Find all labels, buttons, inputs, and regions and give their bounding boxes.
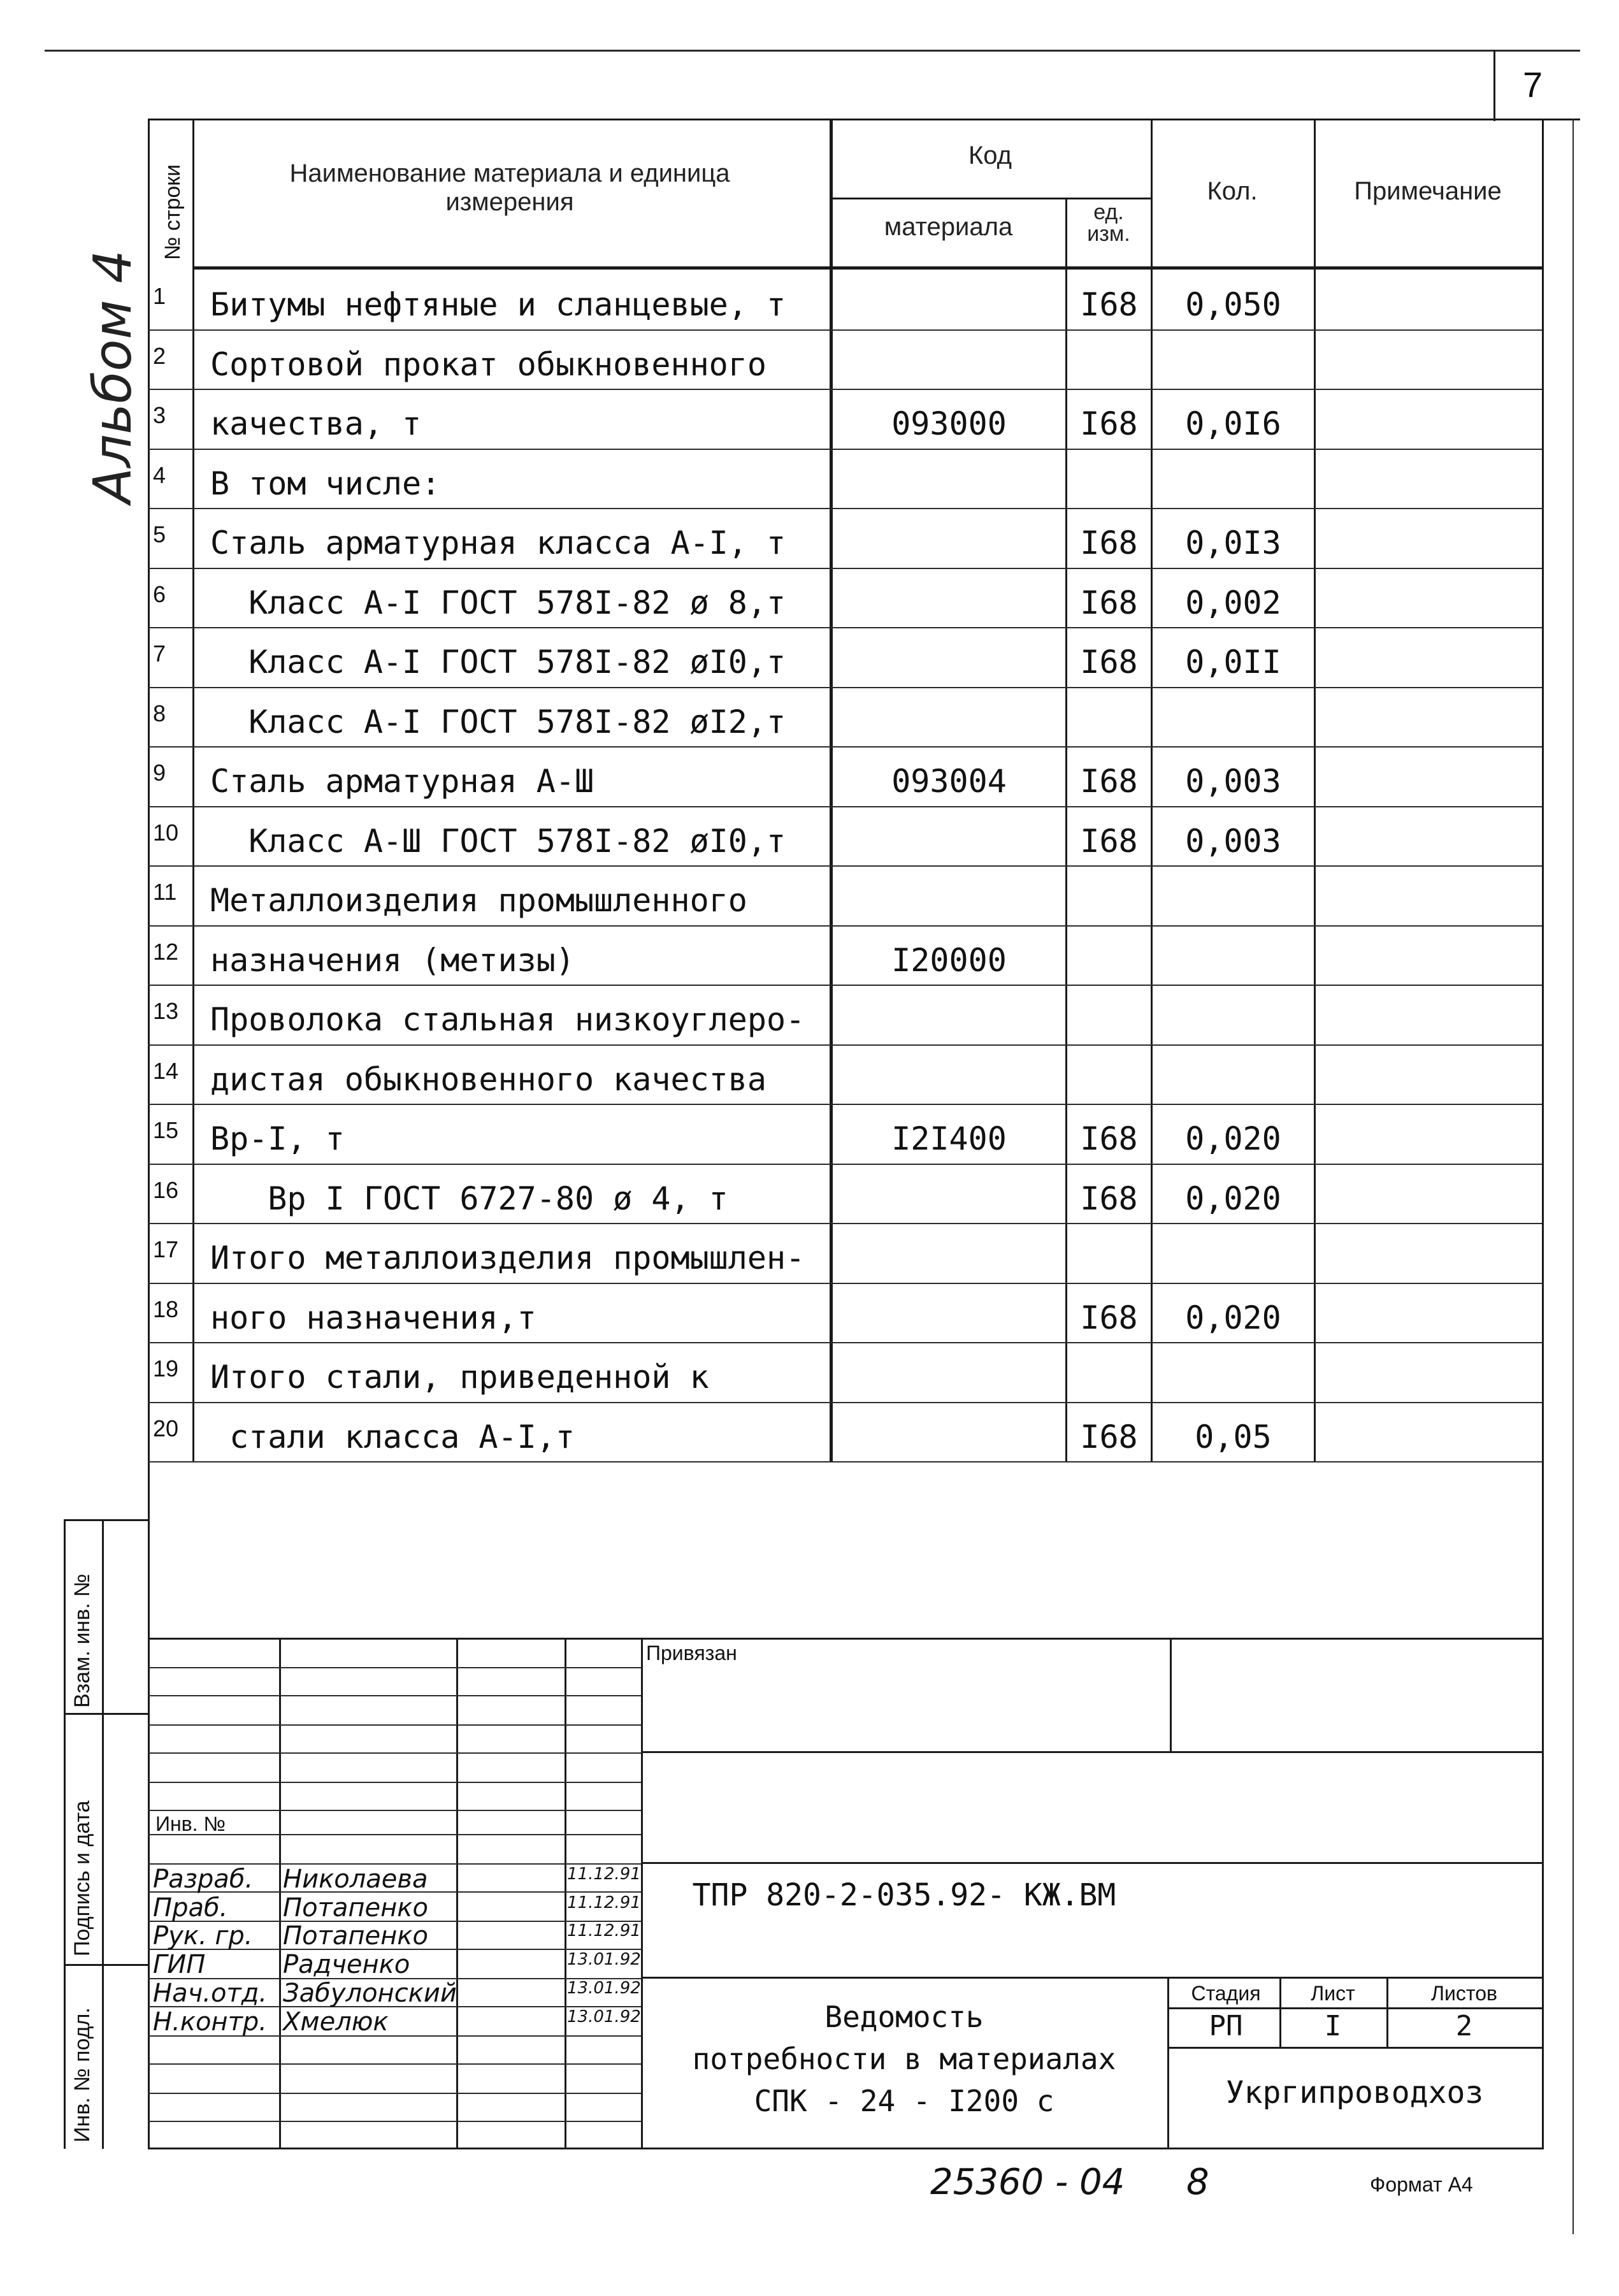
- margin-divider-1: [64, 1713, 148, 1715]
- row-number: 13: [153, 998, 179, 1024]
- material-code: [833, 806, 1065, 860]
- person-role: Разраб.: [153, 1865, 254, 1894]
- sheet-value: I: [1324, 2010, 1342, 2042]
- quantity: 0,0I3: [1185, 524, 1281, 561]
- stamp-grid-4: [148, 1752, 641, 1754]
- margin-podpis: Подпись и дата: [70, 1800, 94, 1956]
- material-code: [833, 865, 1065, 919]
- unit-code: I68: [1080, 1299, 1138, 1336]
- quantity: 0,0II: [1185, 644, 1281, 681]
- material-code: [833, 1223, 1065, 1276]
- sheet-label: Лист: [1311, 1982, 1355, 2005]
- material-name: стали класса А-I,т: [210, 1419, 575, 1455]
- unit-code: I68: [1080, 644, 1138, 681]
- quantity: [1153, 925, 1314, 979]
- material-name: В том числе:: [210, 465, 441, 502]
- material-name: Класс А-I ГОСТ 578I-82 øI2,т: [210, 704, 786, 740]
- material-code: [833, 1402, 1065, 1455]
- sheet-box-left: [1493, 50, 1495, 121]
- margin-inv-podl: Инв. № подл.: [70, 2007, 94, 2142]
- stamp-grid-15: [148, 2063, 641, 2065]
- unit-code: I68: [1080, 1419, 1138, 1455]
- quantity: 0,002: [1185, 584, 1281, 621]
- quantity: 0,050: [1185, 286, 1281, 323]
- material-name: Итого металлоизделия промышлен-: [210, 1239, 805, 1276]
- doc-title: [641, 1996, 1167, 2122]
- row-number: 9: [153, 760, 166, 786]
- header-qty: Кол.: [1207, 177, 1258, 205]
- person-role: ГИП: [153, 1950, 206, 1979]
- row-number: 7: [153, 640, 166, 667]
- person-date: 13.01.92: [567, 1979, 641, 1998]
- quantity: [1153, 329, 1314, 383]
- top-rule: [45, 50, 1580, 52]
- stamp-top: [148, 1638, 1542, 1640]
- stamp-col-1: [279, 1638, 281, 2149]
- unit-code: I68: [1080, 1180, 1138, 1217]
- format-label: Формат А4: [1370, 2173, 1473, 2196]
- material-code: 093000: [891, 405, 1007, 442]
- person-name: Потапенко: [283, 1893, 428, 1923]
- frame-top: [148, 119, 1544, 120]
- stage-values-line: [1167, 2047, 1542, 2049]
- stamp-grid-1: [148, 1667, 641, 1668]
- right-edge-rule: [1572, 119, 1574, 2234]
- material-name: Проволока стальная низкоуглеро-: [210, 1001, 805, 1038]
- row-number: 14: [153, 1058, 179, 1084]
- unit-code: [1067, 687, 1151, 740]
- unit-code: I68: [1080, 763, 1138, 800]
- margin-strip-inner: [102, 1519, 104, 2149]
- margin-strip-left: [64, 1519, 66, 2149]
- unit-code: I68: [1080, 823, 1138, 860]
- privyazan-bottom: [641, 1751, 1542, 1753]
- material-code: [833, 1283, 1065, 1336]
- header-code: Код: [968, 141, 1012, 170]
- material-code: [833, 1044, 1065, 1098]
- quantity: 0,003: [1185, 763, 1281, 800]
- material-name: Битумы нефтяные и сланцевые, т: [210, 286, 786, 323]
- row-number: 12: [153, 939, 179, 965]
- unit-code: I68: [1080, 584, 1138, 621]
- material-name: дистая обыкновенного качества: [210, 1061, 766, 1098]
- person-role: Рук. гр.: [153, 1921, 253, 1951]
- row-number: 18: [153, 1296, 179, 1322]
- row-number: 3: [153, 402, 166, 428]
- header-row-no: № строки: [161, 164, 185, 260]
- row-number: 15: [153, 1117, 179, 1143]
- row-number: 5: [153, 521, 166, 547]
- header-code-unit: ед. изм.: [1087, 200, 1130, 246]
- material-name: Класс А-Ш ГОСТ 578I-82 øI0,т: [210, 823, 786, 860]
- material-code: [833, 985, 1065, 1038]
- row-number: 20: [153, 1415, 179, 1441]
- material-code: 093004: [891, 763, 1007, 800]
- privyazan-divider: [1170, 1638, 1172, 1751]
- material-code: [833, 627, 1065, 681]
- doc-title-line-3: СПК - 24 - I200 с: [754, 2084, 1054, 2118]
- inv-no-label: Инв. №: [155, 1812, 226, 1835]
- header-name: Наименование материала и единица измерения: [289, 159, 730, 216]
- stage-label-line: [1167, 2007, 1542, 2009]
- material-name: Класс А-I ГОСТ 578I-82 øI0,т: [210, 644, 786, 681]
- stamp-grid-17: [148, 2121, 641, 2122]
- material-name: назначения (метизы): [210, 942, 575, 979]
- frame-left: [148, 119, 150, 2149]
- doc-code-top: [641, 1862, 1542, 1864]
- unit-code: I68: [1080, 524, 1138, 561]
- doc-code-bottom: [641, 1977, 1542, 1979]
- quantity: [1153, 1044, 1314, 1098]
- material-name: ного назначения,т: [210, 1299, 536, 1336]
- material-code: [833, 1164, 1065, 1217]
- unit-code: [1067, 1342, 1151, 1396]
- row-separator: [148, 1461, 1542, 1462]
- material-name: Вр-I, т: [210, 1120, 345, 1157]
- unit-code: [1067, 985, 1151, 1038]
- row-number: 16: [153, 1177, 179, 1203]
- person-date: 11.12.91: [567, 1921, 641, 1940]
- material-name: качества, т: [210, 405, 422, 442]
- stamp-grid-5: [148, 1782, 641, 1783]
- row-number: 6: [153, 581, 166, 607]
- row-number: 2: [153, 343, 166, 369]
- col-rowno-right: [192, 119, 194, 1462]
- unit-code: [1067, 449, 1151, 502]
- bottom-number: 8: [1186, 2162, 1209, 2203]
- unit-code: [1067, 865, 1151, 919]
- material-code: I2I400: [891, 1120, 1007, 1157]
- stamp-grid-2: [148, 1695, 641, 1696]
- quantity: 0,020: [1185, 1299, 1281, 1336]
- quantity: 0,020: [1185, 1180, 1281, 1217]
- person-name: Николаева: [283, 1865, 428, 1894]
- stamp-grid-16: [148, 2093, 641, 2094]
- person-date: 11.12.91: [567, 1865, 641, 1884]
- row-number: 4: [153, 462, 166, 488]
- material-code: [833, 568, 1065, 621]
- sheets-value: 2: [1455, 2010, 1473, 2042]
- row-number: 10: [153, 819, 179, 846]
- album-note: Альбом 4: [83, 250, 143, 503]
- person-role: Нач.отд.: [153, 1979, 268, 2008]
- material-name: Сортовой прокат обыкновенного: [210, 346, 766, 383]
- stamp-grid-6: [148, 1810, 641, 1811]
- quantity: 0,05: [1195, 1419, 1272, 1455]
- quantity: 0,020: [1185, 1120, 1281, 1157]
- row-number: 11: [153, 879, 177, 905]
- stage-label: Стадия: [1191, 1982, 1261, 2005]
- unit-code: [1067, 1044, 1151, 1098]
- margin-vzam: Взам. инв. №: [70, 1573, 94, 1708]
- person-date: 13.01.92: [567, 1950, 641, 1969]
- code-subheader-line: [830, 198, 1151, 199]
- col-qty-right: [1314, 119, 1316, 1462]
- quantity: [1153, 687, 1314, 740]
- stage-value: РП: [1209, 2010, 1243, 2042]
- person-role: Н.контр.: [153, 2007, 267, 2037]
- material-name: Сталь арматурная класса А-I, т: [210, 524, 786, 561]
- doc-code: ТПР 820-2-035.92- КЖ.ВМ: [692, 1877, 1116, 1913]
- quantity: [1153, 1223, 1314, 1276]
- sheet-number: 7: [1523, 64, 1543, 105]
- header-note: Примечание: [1354, 177, 1502, 205]
- person-date: 11.12.91: [567, 1893, 641, 1912]
- material-name: Итого стали, приведенной к: [210, 1359, 709, 1396]
- title-divider: [1167, 1977, 1169, 2149]
- material-name: Вр I ГОСТ 6727-80 ø 4, т: [210, 1180, 728, 1217]
- stamp-col-2: [456, 1638, 458, 2149]
- material-code: [833, 270, 1065, 323]
- quantity: [1153, 1342, 1314, 1396]
- material-code: [833, 329, 1065, 383]
- unit-code: I68: [1080, 286, 1138, 323]
- quantity: 0,003: [1185, 823, 1281, 860]
- unit-code: I68: [1080, 1120, 1138, 1157]
- row-number: 19: [153, 1355, 179, 1382]
- material-name: Металлоизделия промышленного: [210, 882, 747, 919]
- material-code: I20000: [891, 942, 1007, 979]
- person-name: Хмелюк: [283, 2007, 389, 2037]
- unit-code: [1067, 925, 1151, 979]
- unit-code: [1067, 329, 1151, 383]
- frame-bottom: [148, 2148, 1544, 2149]
- doc-title-line-2: потребности в материалах: [692, 2042, 1116, 2076]
- person-date: 13.01.92: [567, 2007, 641, 2026]
- unit-code: [1067, 1223, 1151, 1276]
- doc-title-line-1: Ведомость: [824, 2000, 984, 2034]
- person-name: Радченко: [283, 1950, 410, 1979]
- header-code-material: материала: [884, 213, 1013, 241]
- person-role: Праб.: [153, 1893, 228, 1923]
- stamp-col-3: [565, 1638, 566, 2149]
- org-name: Укргипроводхоз: [1225, 2075, 1484, 2111]
- quantity: [1153, 985, 1314, 1038]
- quantity: [1153, 449, 1314, 502]
- unit-code: I68: [1080, 405, 1138, 442]
- quantity: [1153, 865, 1314, 919]
- stamp-grid-3: [148, 1724, 641, 1726]
- person-name: Потапенко: [283, 1921, 428, 1951]
- material-code: [833, 1342, 1065, 1396]
- row-number: 1: [153, 283, 166, 309]
- material-name: Класс А-I ГОСТ 578I-82 ø 8,т: [210, 584, 786, 621]
- material-code: [833, 449, 1065, 502]
- row-number: 17: [153, 1236, 179, 1262]
- sheets-label: Листов: [1431, 1982, 1497, 2005]
- person-name: Забулонский: [283, 1979, 457, 2008]
- privyazan-label: Привязан: [646, 1642, 737, 1664]
- bottom-code: 25360 - 04: [930, 2162, 1125, 2203]
- margin-divider-2: [64, 1964, 148, 1966]
- material-code: [833, 687, 1065, 740]
- frame-right: [1542, 119, 1544, 2149]
- margin-strip-top: [64, 1519, 148, 1521]
- material-code: [833, 508, 1065, 561]
- row-number: 8: [153, 700, 166, 726]
- quantity: 0,0I6: [1185, 405, 1281, 442]
- material-name: Сталь арматурная А-Ш: [210, 763, 594, 800]
